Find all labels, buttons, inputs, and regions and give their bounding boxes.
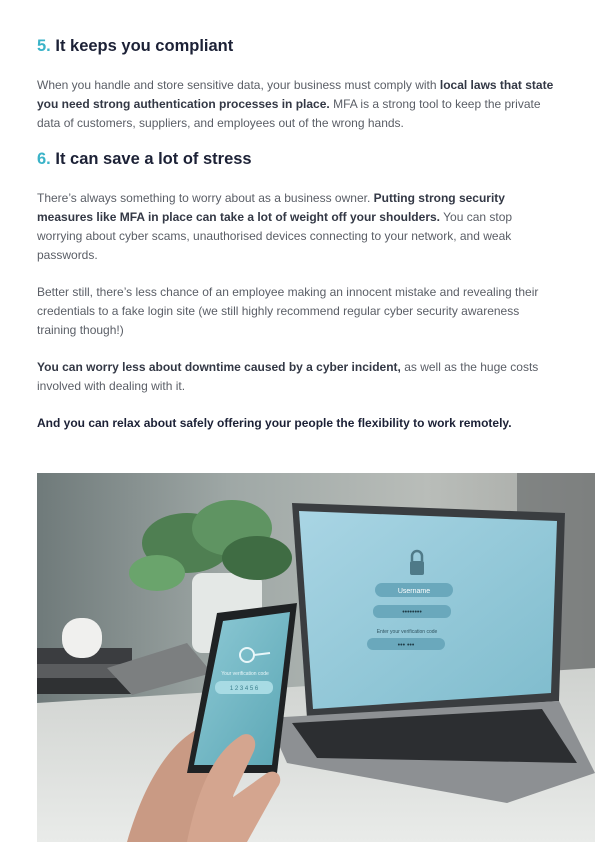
phone-code: 1 2 3 4 5 6: [229, 686, 259, 692]
lock-icon: [410, 561, 424, 575]
bold-run: Putting strong security measures like MFA in place can take a lot of weight off your shoulders.: [37, 191, 505, 224]
section-6-number: 6.: [37, 150, 51, 168]
section-5-paragraph: [37, 76, 562, 133]
section-5-title: It keeps you compliant: [55, 37, 234, 55]
password-dots: ••••••••: [402, 609, 422, 616]
username-label: Username: [397, 588, 431, 595]
section-5-heading: [37, 37, 233, 56]
section-6-heading: [37, 150, 252, 169]
laptop: [267, 503, 595, 803]
section-6-paragraph-2: Better still, there’s less chance of an employee making an innocent mistake and revealing their credentials to a fake login site (we still highly recommend regular cyber security awareness training though!): [37, 285, 539, 337]
section-5-number: 5.: [37, 37, 51, 55]
text-run: You can stop worrying about cyber scams, unauthorised devices connecting to your network, and weak passwords.: [37, 210, 513, 262]
mfa-login-photo: [37, 473, 595, 842]
section-6-paragraph-4: And you can relax about safely offering your people the flexibility to work remotely.: [37, 416, 512, 430]
desk-clock: [62, 618, 102, 658]
bold-run: local laws that state you need strong authentication processes in place.: [37, 78, 554, 111]
text-run: MFA is a strong tool to keep the private data of customers, suppliers, and employees out of the wrong hands.: [37, 97, 541, 130]
section-6-paragraph-1: [37, 189, 537, 265]
section-6-paragraph-3: [37, 358, 562, 396]
verification-prompt: Enter your verification code: [376, 629, 438, 635]
section-6-title: It can save a lot of stress: [55, 150, 252, 168]
text-run: as well as the huge costs involved with dealing with it.: [37, 360, 539, 393]
code-dots: ••• •••: [397, 642, 415, 649]
photo-illustration: [37, 473, 595, 842]
text-run: There’s always something to worry about as a business owner.: [37, 191, 374, 205]
text-run: When you handle and store sensitive data, your business must comply with: [37, 78, 440, 92]
bold-run: You can worry less about downtime caused by a cyber incident,: [37, 360, 401, 374]
phone-prompt: Your verification code: [221, 671, 269, 677]
